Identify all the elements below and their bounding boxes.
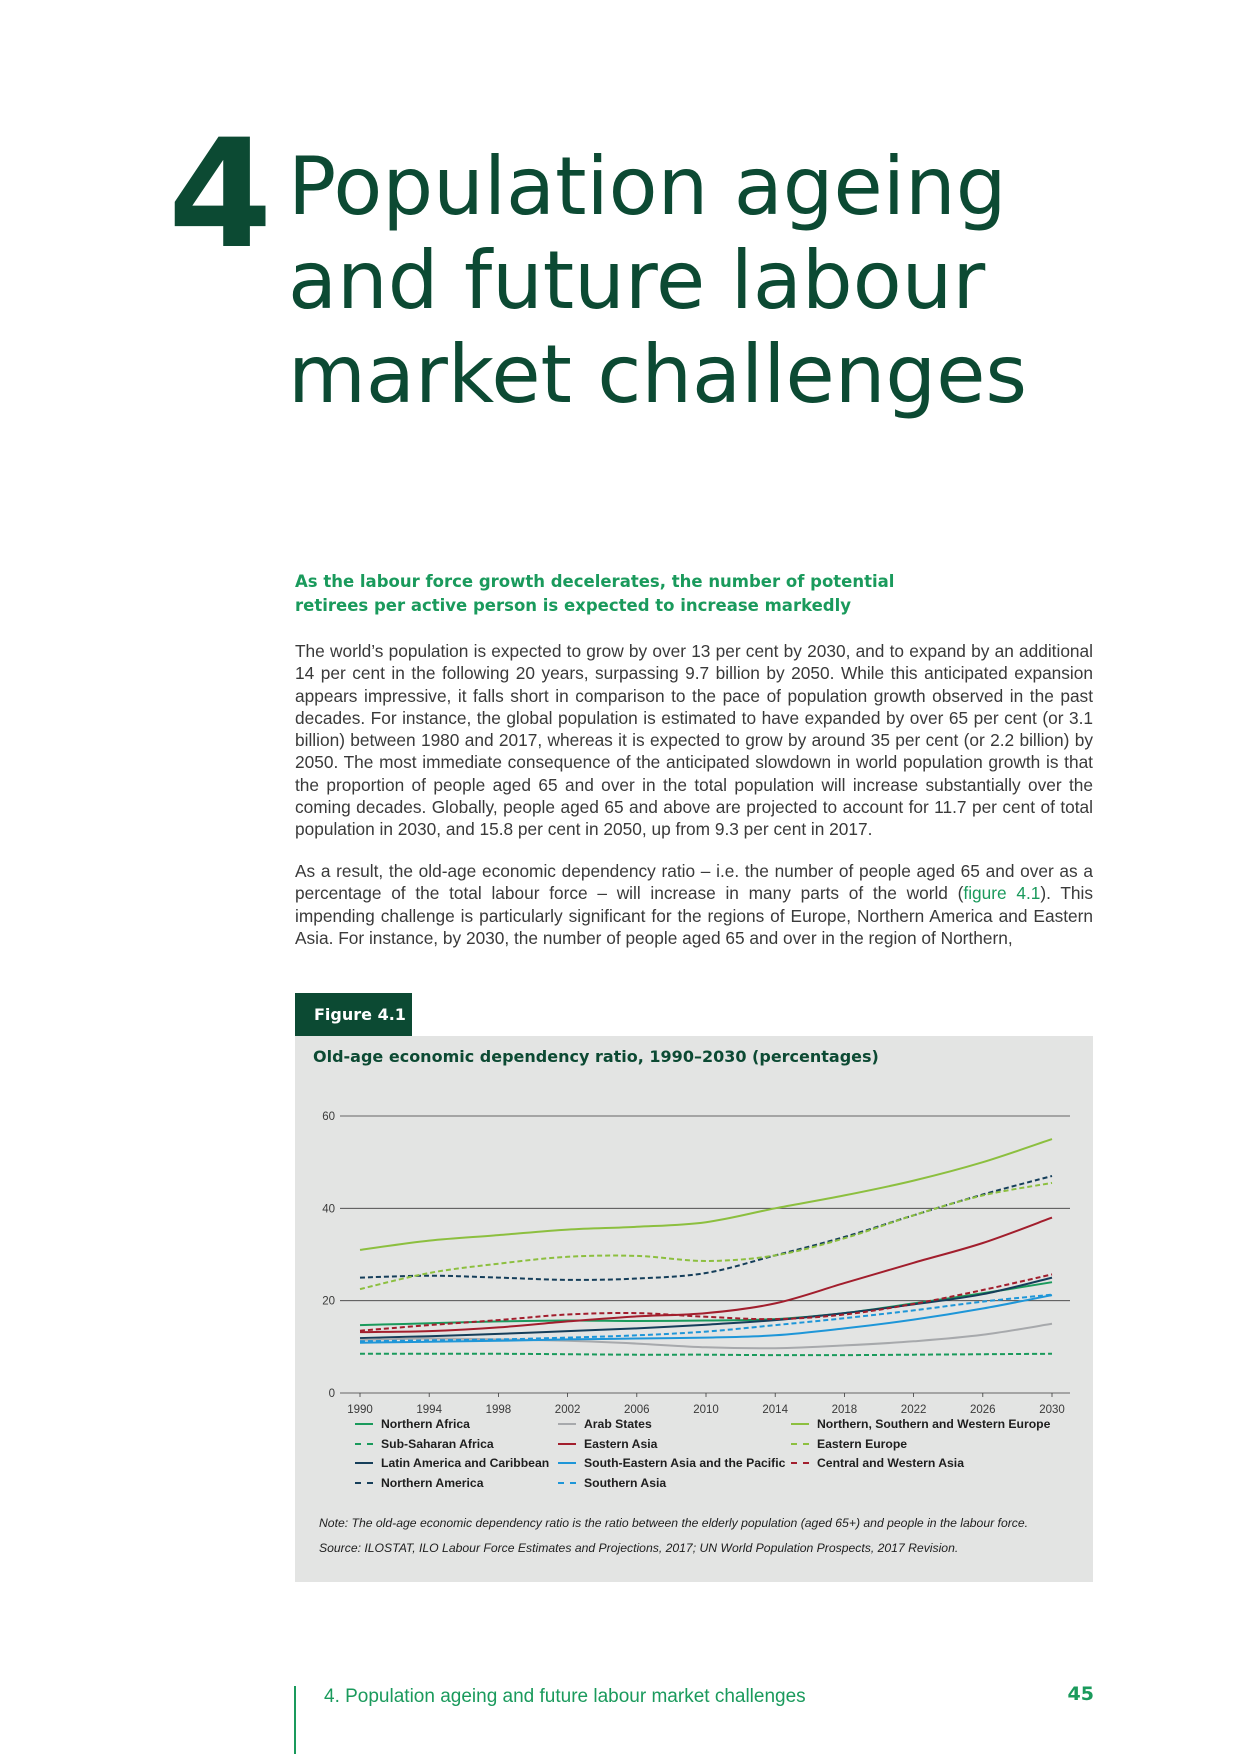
legend-label: Northern, Southern and Western Europe [817,1417,1051,1431]
series-line-northern-america [360,1176,1052,1280]
x-tick-label: 1998 [485,1404,512,1416]
series-line-northern-southern-and-western-europe [360,1139,1052,1250]
figure-panel [295,1036,1093,1582]
x-tick-label: 2014 [762,1404,788,1416]
x-tick-label: 2006 [624,1404,650,1416]
chapter-number: 4 [168,108,269,282]
x-tick-label: 2022 [900,1404,927,1416]
x-tick-label: 2026 [970,1404,996,1416]
body-paragraph-1: The world’s population is expected to grow by over 13 per cent by 2030, and to expand by an additional 14 per cent in the following 20 years, surpassing 9.7 billion by 2050. While this anticipated expansion appears impressive, it falls short in comparison to the pace of population growth observed in the past decades. For instance, the global population is estimated to have expanded by over 65 per cent (or 3.1 billion) between 1980 and 2017, whereas it is expected to grow by around 35 per cent (or 2.2 billion) by 2050. The most immediate consequence of the anticipated slowdown in world population growth is that the proportion of people aged 65 and over in the total population will increase substantially over the coming decades. Globally, people aged 65 and above are projected to account for 11.7 per cent of total population in 2030, and 15.8 per cent in 2050, up from 9.3 per cent in 2017. [295,641,1093,840]
y-tick-label: 60 [322,1111,335,1123]
x-tick-label: 1990 [347,1404,373,1416]
x-tick-label: 2030 [1039,1404,1065,1416]
legend-swatch [558,1423,576,1425]
figure-link[interactable]: figure 4.1 [963,883,1041,904]
section-lead-heading [295,570,995,618]
legend-swatch [791,1423,809,1425]
paragraph-text: ). This impending challenge is particularly significant for the regions of Europe, Northern America and Eastern Asia. For instance, by 2030, the number of people aged 65 and over in the region of Northern, [295,883,1094,948]
chapter-title-line: market challenges [288,328,1028,421]
legend-swatch [355,1462,373,1464]
figure-note: Note: The old-age economic dependency ratio is the ratio between the elderly population (aged 65+) and people in the labour force. [319,1516,1029,1530]
legend-label: Northern Africa [381,1417,470,1431]
legend-label: Arab States [584,1417,652,1431]
chapter-title-line: Population ageing [288,140,1007,233]
legend-swatch [558,1462,576,1464]
y-tick-label: 40 [322,1203,335,1216]
lead-line: As the labour force growth decelerates, the number of potential [295,572,895,591]
page-number: 45 [1067,1683,1094,1705]
legend-label: Eastern Europe [817,1436,908,1451]
chart-legend [355,1416,1075,1496]
legend-swatch [791,1443,809,1445]
legend-swatch [355,1423,373,1425]
legend-swatch [355,1482,373,1484]
legend-swatch [558,1443,576,1445]
legend-label: South-Eastern Asia and the Pacific [584,1456,786,1470]
footer-running-title: 4. Population ageing and future labour market challenges [324,1686,806,1707]
chapter-title-line: and future labour [288,234,986,327]
legend-swatch [355,1443,373,1445]
y-tick-label: 0 [328,1388,335,1400]
x-tick-label: 2010 [693,1404,719,1416]
series-line-sub-saharan-africa [360,1354,1052,1355]
body-paragraph-2 [295,860,1093,949]
legend-label: Latin America and Caribbean [381,1456,550,1470]
chapter-title [288,140,1188,422]
figure-title: Old-age economic dependency ratio, 1990–2030 (percentages) [313,1047,879,1066]
x-tick-label: 1994 [416,1404,442,1416]
legend-label: Sub-Saharan Africa [381,1436,494,1451]
legend-swatch [791,1462,809,1464]
figure-source: Source: ILOSTAT, ILO Labour Force Estimates and Projections, 2017; UN World Population Prospects, 2017 Revision. [319,1541,959,1555]
legend-label: Eastern Asia [584,1436,658,1451]
legend-label: Northern America [381,1475,484,1490]
legend-label: Central and Western Asia [817,1456,964,1470]
y-tick-label: 20 [322,1295,335,1308]
lead-line: retirees per active person is expected to increase markedly [295,596,852,615]
series-line-northern-africa [360,1282,1052,1325]
x-tick-label: 2018 [831,1404,858,1416]
legend-swatch [558,1482,576,1484]
legend-label: Southern Asia [584,1475,667,1490]
x-tick-label: 2002 [554,1404,581,1416]
figure-tab-label: Figure 4.1 [295,993,412,1036]
line-chart [295,1036,1093,1426]
footer-rule [294,1686,296,1754]
series-line-central-and-western-asia [360,1274,1052,1330]
paragraph-text: As a result, the old-age economic dependency ratio – i.e. the number of people aged 65 and over as a percentage of the total labour force – will increase in many parts of the world ( [295,861,1093,904]
